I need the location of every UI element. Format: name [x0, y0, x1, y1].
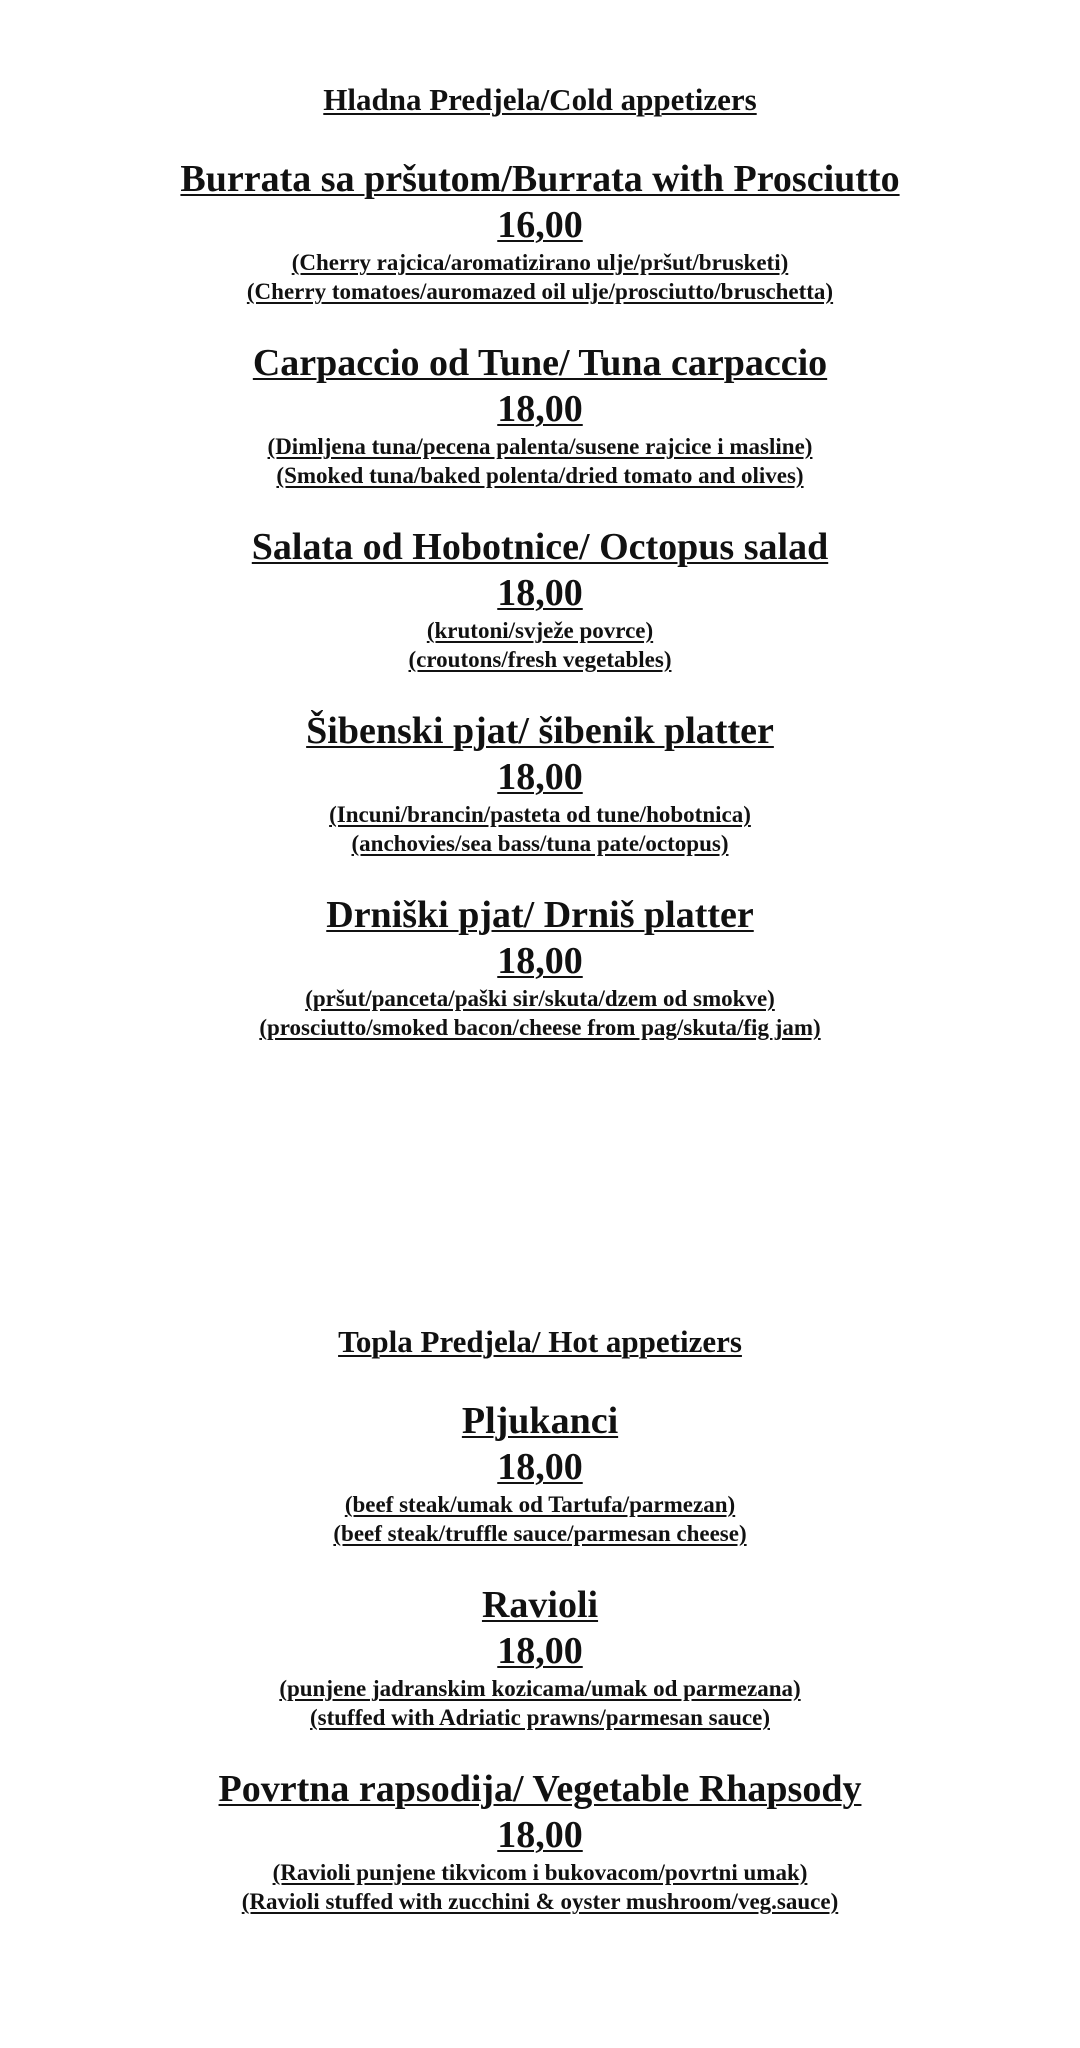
item-price: 18,00 — [497, 388, 583, 430]
item-name: Šibenski pjat/ šibenik platter — [306, 710, 774, 752]
menu-item-sibenik-platter — [0, 708, 1080, 858]
item-name: Drniški pjat/ Drniš platter — [326, 894, 754, 936]
menu-item-ravioli — [0, 1582, 1080, 1732]
item-desc-en: (beef steak/truffle sauce/parmesan cheese) — [333, 1521, 747, 1546]
menu-item-octopus-salad — [0, 524, 1080, 674]
item-desc-en: (prosciutto/smoked bacon/cheese from pag/skuta/fig jam) — [259, 1015, 821, 1040]
item-name: Ravioli — [481, 1584, 599, 1626]
menu-item-tuna-carpaccio — [0, 340, 1080, 490]
item-price: 18,00 — [497, 756, 583, 798]
item-desc-en: (Ravioli stuffed with zucchini & oyster mushroom/veg.sauce) — [241, 1889, 839, 1914]
item-name: Burrata sa pršutom/Burrata with Prosciutto — [180, 158, 900, 200]
item-desc-hr: (punjene jadranskim kozicama/umak od parmezana) — [279, 1676, 801, 1701]
item-desc-en: (croutons/fresh vegetables) — [408, 647, 672, 672]
cold-appetizers-section — [0, 80, 1080, 1042]
item-price: 18,00 — [497, 1446, 583, 1488]
item-desc-en: (Smoked tuna/baked polenta/dried tomato and olives) — [276, 463, 804, 488]
item-name: Salata od Hobotnice/ Octopus salad — [251, 526, 829, 568]
item-desc-en: (Cherry tomatoes/auromazed oil ulje/prosciutto/bruschetta) — [246, 279, 834, 304]
item-desc-en: (stuffed with Adriatic prawns/parmesan sauce) — [310, 1705, 770, 1730]
item-desc-en: (anchovies/sea bass/tuna pate/octopus) — [351, 831, 729, 856]
item-name: Povrtna rapsodija/ Vegetable Rhapsody — [218, 1768, 862, 1810]
menu-item-burrata — [0, 156, 1080, 306]
item-name: Pljukanci — [461, 1400, 619, 1442]
menu-item-pljukanci — [0, 1398, 1080, 1548]
hot-appetizers-section — [0, 1322, 1080, 1916]
item-price: 18,00 — [497, 940, 583, 982]
item-desc-hr: (Incuni/brancin/pasteta od tune/hobotnica) — [329, 802, 751, 827]
item-price: 16,00 — [497, 204, 583, 246]
item-price: 18,00 — [497, 1630, 583, 1672]
section-title-cold: Hladna Predjela/Cold appetizers — [323, 82, 757, 117]
item-price: 18,00 — [497, 1814, 583, 1856]
item-desc-hr: (pršut/panceta/paški sir/skuta/dzem od smokve) — [305, 986, 775, 1011]
menu-item-drnis-platter — [0, 892, 1080, 1042]
item-desc-hr: (Cherry rajcica/aromatizirano ulje/pršut/brusketi) — [291, 250, 789, 275]
item-desc-hr: (krutoni/svježe povrce) — [426, 618, 654, 643]
menu-item-vegetable-rhapsody — [0, 1766, 1080, 1916]
item-desc-hr: (Dimljena tuna/pecena palenta/susene rajcice i masline) — [267, 434, 813, 459]
item-name: Carpaccio od Tune/ Tuna carpaccio — [252, 342, 828, 384]
section-title-hot: Topla Predjela/ Hot appetizers — [338, 1324, 742, 1359]
item-price: 18,00 — [497, 572, 583, 614]
item-desc-hr: (Ravioli punjene tikvicom i bukovacom/povrtni umak) — [272, 1860, 808, 1885]
item-desc-hr: (beef steak/umak od Tartufa/parmezan) — [344, 1492, 736, 1517]
